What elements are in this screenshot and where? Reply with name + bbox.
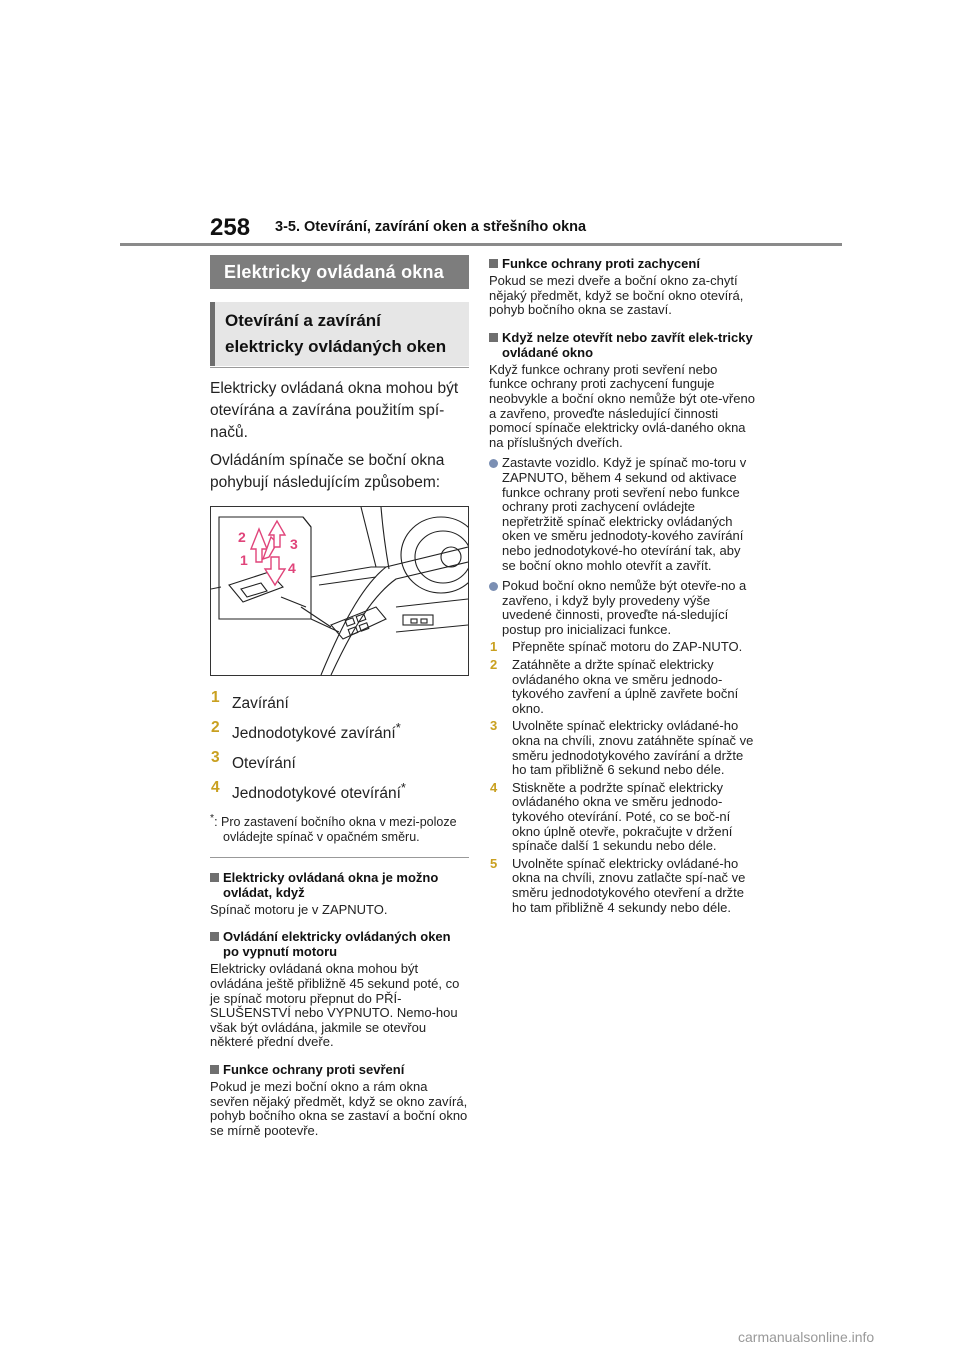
legend-star: * [395, 720, 401, 736]
legend-item [210, 776, 469, 806]
step-number: 2 [490, 657, 498, 673]
legend-item [210, 686, 469, 716]
watermark[interactable]: carmanualsonline.info [738, 1329, 875, 1345]
step-item: 3 Uvolněte spínač elektricky ovládané-ho okna na chvíli, znovu zatáhněte spínač ve směru jednodotykového zavírání a držte ho tam přibližně 6 sekund nebo déle. [490, 718, 754, 778]
circle-bullet-icon [489, 582, 498, 591]
note-body: Spínač motoru je v ZAPNUTO. [210, 901, 388, 917]
square-bullet-icon [210, 1065, 219, 1074]
legend-item [210, 746, 469, 776]
legend-text: Jednodotykové otevírání [232, 785, 401, 803]
illus-label-4: 4 [288, 560, 296, 576]
legend-text: Otevírání [232, 755, 296, 773]
left-column [210, 255, 469, 1138]
step-number: 3 [490, 718, 498, 734]
intro-paragraph-1: Elektricky ovládaná okna mohou být otevírána a zavírána použitím spí-načů. [210, 380, 459, 441]
bullet-item: Zastavte vozidlo. Když je spínač mo-toru v ZAPNUTO, během 4 sekund od aktivace funkce ochrany proti sevření nebo funkce ochrany proti zachycení ovládejte nepřetržitě spínač elektricky ovládaných oken ve směru jednodoty-kového zavírání nebo jednodotykové-ho otevírání tak, aby se boční okno mohlo otevřít a zavřít. [489, 456, 757, 573]
legend-list [210, 686, 469, 807]
note-heading: Ovládání elektricky ovládaných oken po vypnutí motoru [210, 929, 469, 959]
step-number: 1 [490, 639, 498, 655]
window-switch-illustration [210, 506, 469, 676]
note-heading: Když nelze otevřít nebo zavřít elek-tricky ovládané okno [489, 330, 757, 360]
note-body: Pokud je mezi boční okno a rám okna sevřen nějaký předmět, když se okno zavírá, pohyb bočního okna se zastaví a boční okno se mírně pootevře. [210, 1078, 468, 1138]
circle-bullet-icon [489, 459, 498, 468]
square-bullet-icon [210, 932, 219, 941]
illus-label-2: 2 [238, 529, 246, 545]
legend-text: Zavírání [232, 695, 289, 713]
subsection-divider [210, 367, 469, 368]
header-divider [120, 243, 842, 246]
square-bullet-icon [210, 873, 219, 882]
legend-number: 3 [211, 749, 220, 767]
step-item: 2 Zatáhněte a držte spínač elektricky ovládaného okna ve směru jednodo-tykového zavření a úplně zavřete boční okno. [490, 657, 739, 716]
square-bullet-icon [489, 259, 498, 268]
illus-label-3: 3 [290, 536, 298, 552]
legend-number: 4 [211, 779, 220, 797]
notes-divider [210, 857, 469, 858]
illustration-drawing [211, 507, 468, 675]
step-number: 4 [490, 779, 498, 795]
step-item: 5 Uvolněte spínač elektricky ovládané-ho okna na chvíli, znovu zatlačte spí-nač ve směru jednodotykového otevření a držte ho tam přibližně 4 sekundy nebo déle. [490, 855, 746, 915]
legend-text: Jednodotykové zavírání [232, 725, 396, 743]
footnote [210, 811, 469, 845]
intro-paragraph-2: Ovládáním spínače se boční okna pohybují následujícím způsobem: [210, 452, 445, 491]
right-column [489, 255, 757, 915]
legend-item [210, 716, 469, 746]
legend-number: 1 [211, 689, 220, 706]
note-heading: Elektricky ovládaná okna je možno ovládat, když [210, 870, 469, 900]
footnote-marker: * [210, 812, 215, 824]
bullet-item: Pokud boční okno nemůže být otevře-no a zavřeno, i když byly provedeny výše uvedené činnosti, proveďte ná-sledující postup pro inicializaci funkce. [489, 579, 757, 637]
note-body: Pokud se mezi dveře a boční okno za-chytí nějaký předmět, když se boční okno otevírá, pohyb bočního okna se zastaví. [489, 273, 744, 318]
square-bullet-icon [489, 333, 498, 342]
subsection-heading: Otevírání a zavírání elektricky ovládaných oken [210, 302, 469, 366]
step-item: 4 Stiskněte a podržte spínač elektricky ovládaného okna ve směru jednodo-tykového otevírání. Poté, co se boč-ní okno úplně otevře, pokračujte v držení spínače další 1 sekundu nebo déle. [490, 779, 733, 854]
legend-number: 2 [211, 719, 220, 737]
section-heading: Elektricky ovládaná okna [210, 255, 469, 289]
step-number: 5 [490, 855, 498, 871]
note-heading: Funkce ochrany proti zachycení [489, 256, 757, 271]
step-item: 1 Přepněte spínač motoru do ZAP-NUTO. [490, 639, 743, 655]
chapter-title: 3-5. Otevírání, zavírání oken a střešního okna [275, 219, 587, 235]
note-heading: Funkce ochrany proti sevření [210, 1062, 469, 1077]
legend-star: * [400, 780, 406, 796]
note-body: Elektricky ovládaná okna mohou být ovládána ještě přibližně 45 sekund poté, co je spínač motoru přepnut do PŘÍ-SLUŠENSTVÍ nebo VYPNUTO. Nemo-hou však být ovládána, jakmile se otevřou některé přední dveře. [210, 961, 460, 1050]
footnote-text: : Pro zastavení bočního okna v mezi-poloze ovládejte spínač v opačném směru. [214, 814, 457, 844]
note-body: Když funkce ochrany proti sevření nebo funkce ochrany proti zachycení funguje neobvykle a boční okno nemůže být ote-vřeno a zavřeno, proveďte následující činnosti pomocí spínače elektricky ovlá-daného okna na příslušných dveřích. [489, 361, 755, 450]
page-number: 258 [210, 214, 251, 241]
illus-label-1: 1 [240, 552, 248, 568]
